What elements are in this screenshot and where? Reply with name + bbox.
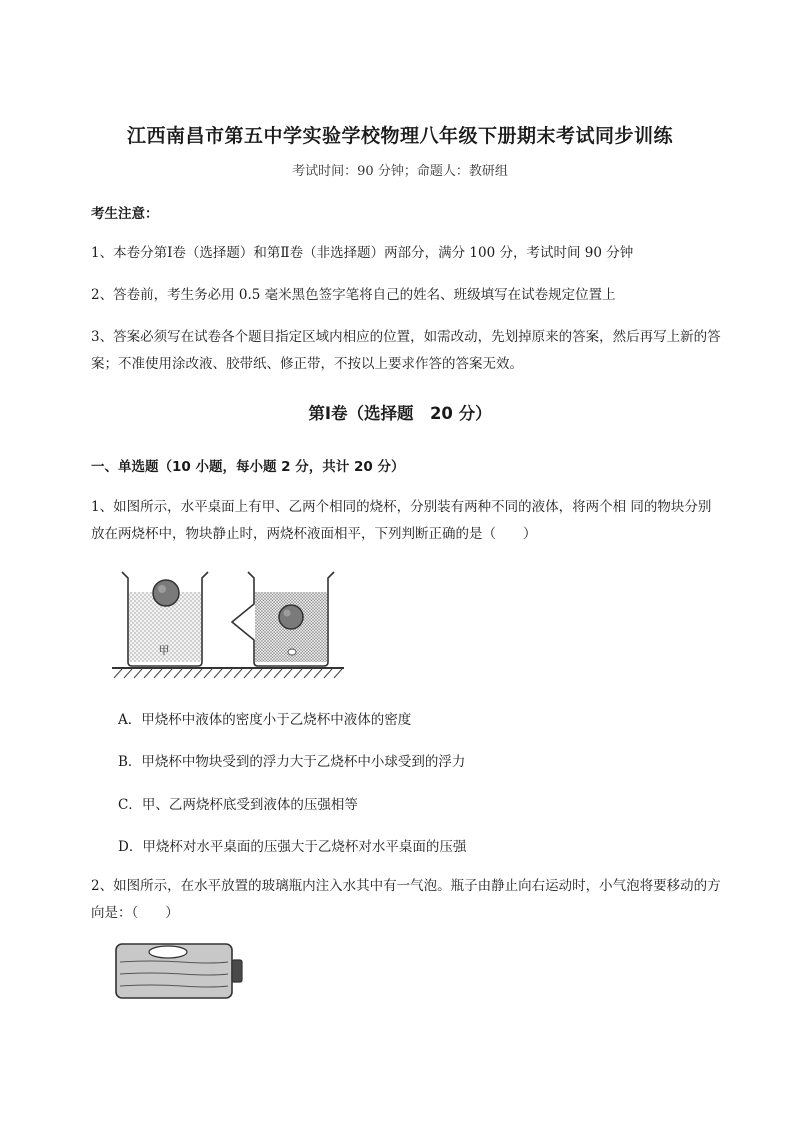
table-hatching (114, 669, 342, 678)
bottle-figure (112, 940, 252, 1002)
beaker-a-label: 甲 (158, 644, 170, 657)
notice-item-1: 1、本卷分第Ⅰ卷（选择题）和第Ⅱ卷（非选择题）两部分，满分 100 分，考试时间 90 分钟 (91, 245, 634, 261)
question-1-option-c: C．甲、乙两烧杯底受到液体的压强相等 (118, 797, 358, 813)
exam-title: 江西南昌市第五中学实验学校物理八年级下册期末考试同步训练 (126, 125, 673, 147)
question-1-option-a: A．甲烧杯中液体的密度小于乙烧杯中液体的密度 (118, 712, 412, 728)
beakers-figure (108, 562, 348, 687)
question-1-option-d: D．甲烧杯对水平桌面的压强大于乙烧杯对水平桌面的压强 (118, 839, 467, 855)
beaker-a-block (153, 580, 179, 606)
notice-item-2: 2、答卷前，考生务必用 0.5 毫米黑色签字笔将自己的姓名、班级填写在试卷规定位置上 (91, 287, 616, 303)
beaker-b-block-highlight (284, 610, 291, 617)
exam-subtitle: 考试时间：90 分钟；命题人：教研组 (292, 164, 508, 179)
bottle-cap (232, 960, 242, 982)
question-2-stem: 2、如图所示，在水平放置的玻璃瓶内注入水其中有一气泡。瓶子由静止向右运动时，小气泡将要移动的方向是：（ ） (91, 878, 721, 921)
question-1-stem: 1、如图所示，水平桌面上有甲、乙两个相同的烧杯，分别装有两种不同的液体，将两个相 同的物块分别放在两烧杯中，物块静止时，两烧杯液面相平，下列判断正确的是（ ） (91, 499, 712, 542)
part-heading: 一、单选题（10 小题，每小题 2 分，共计 20 分） (91, 459, 405, 475)
air-bubble (149, 946, 187, 958)
beaker-b-block (279, 605, 303, 629)
section-title: 第Ⅰ卷（选择题 20 分） (308, 404, 492, 423)
beaker-a-block-highlight (158, 585, 166, 593)
notice-item-3: 3、答案必须写在试卷各个题目指定区域内相应的位置，如需改动，先划掉原来的答案，然后再写上新的答案；不准使用涂改液、胶带纸、修正带，不按以上要求作答的答案无效。 (91, 329, 721, 372)
beaker-b-marker (288, 649, 296, 655)
notice-heading: 考生注意： (91, 206, 159, 222)
question-1-option-b: B．甲烧杯中物块受到的浮力大于乙烧杯中小球受到的浮力 (118, 754, 466, 770)
